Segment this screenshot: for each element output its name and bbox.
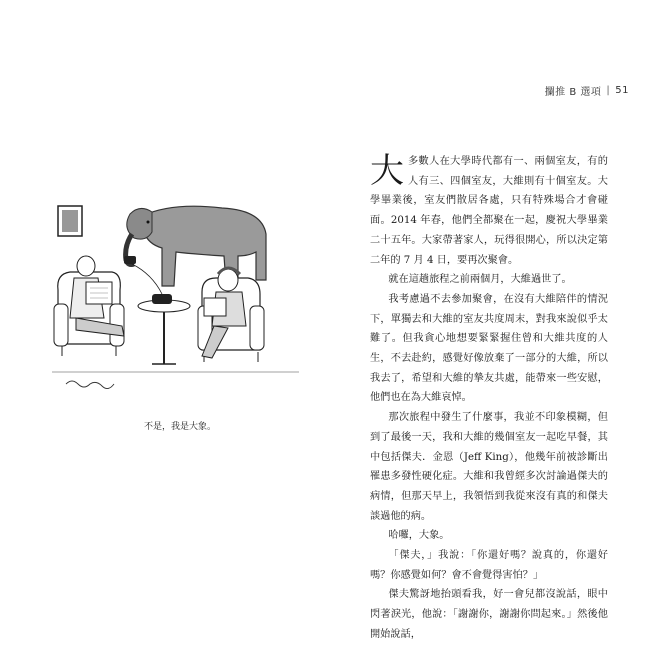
elephant-body [142, 206, 266, 286]
paragraph-1 [370, 152, 608, 270]
paragraph-6: 「傑夫，」我說：「你還好嗎？說真的，你還好嗎？你感覺如何？會不會覺得害怕？」 [370, 550, 608, 581]
elephant-cartoon-illustration [52, 194, 299, 410]
wall-picture-canvas [62, 210, 78, 232]
artist-signature [66, 381, 114, 389]
article-body [370, 152, 608, 645]
left-man-head [77, 256, 95, 276]
running-title: 攔推 B 選項 [544, 87, 602, 98]
page-number: 51 [615, 85, 629, 96]
paragraph-1-text: 多數人在大學時代都有一、兩個室友，有的人有三、四個室友，大維則有十個室友。大學畢業後，室友們散居各處，只有特殊場合才會碰面。2014 年春，他們全都聚在一起，慶祝大學畢業二十五年。大家帶著家人，玩得很開心，所以決定第二年的 7 月 4 日，要再次聚會。 [370, 156, 608, 266]
paragraph-2: 就在這趟旅程之前兩個月，大維過世了。 [388, 274, 572, 286]
elephant-eye [147, 221, 150, 224]
figure-caption: 不是，我是大象。 [143, 422, 216, 432]
telephone-receiver [124, 256, 136, 264]
cartoon-drawing [52, 194, 299, 410]
telephone-base [152, 294, 172, 304]
running-header [545, 83, 629, 98]
woman-book [204, 298, 226, 316]
paragraph-5: 哈囉，大象。 [388, 530, 450, 542]
paragraph-3: 我考慮過不去參加聚會，在沒有大維陪伴的情況下，單獨去和大維的室友共度周末，對我來說似乎太難了。但我貪心地想要緊緊握住曾和大維共度的人生，不去赴約，感覺好像放棄了一部分的大維，所以我去了，希望和大維的摯友共處，能帶來一些安慰，他們也在為大維哀悼。 [370, 293, 608, 404]
header-separator: | [606, 85, 611, 96]
paragraph-7: 傑夫驚訝地抬頭看我，好一會兒都沒說話，眼中閃著淚光，他說：「謝謝你，謝謝你問起來。」然後他開始說話， [370, 589, 608, 640]
telephone-cord [132, 264, 162, 294]
left-armchair-arm [54, 304, 68, 346]
paragraph-4: 那次旅程中發生了什麼事，我並不印象模糊，但到了最後一天，我和大維的幾個室友一起吃早餐，其中包括傑夫．金恩（Jeff King），他幾年前被診斷出罹患多發性硬化症。大維和我曾經多次討論過傑夫的病情，但那天早上，我領悟到我從來沒有真的和傑夫談過他的病。 [370, 412, 608, 522]
drop-cap: 大 [370, 151, 404, 191]
